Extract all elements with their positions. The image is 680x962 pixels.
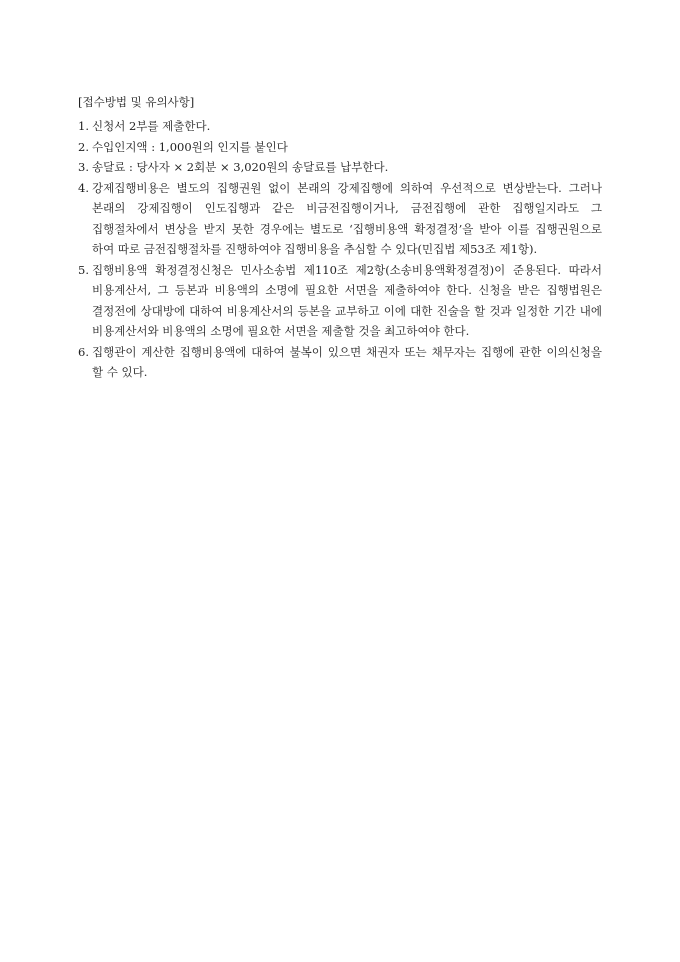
list-item: [78, 178, 602, 260]
list-item: [78, 157, 602, 178]
item-text: 집행비용액 확정결정신청은 민사소송법 제110조 제2항(소송비용액확정결정)이 준용된다. 따라서 비용계산서, 그 등본과 비용액의 소명에 필요한 서면을 제출하여야 한다. 신청을 받은 집행법원은 결정전에 상대방에 대하여 비용계산서의 등본을 교부하고 이에 대한 진술을 할 것과 일정한 기간 내에 비용계산서와 비용액의 소명에 필요한 서면을 제출할 것을 최고하여야 한다.: [92, 262, 602, 338]
list-item: [78, 260, 602, 342]
item-text: 집행관이 계산한 집행비용액에 대하여 불복이 있으면 채권자 또는 채무자는 집행에 관한 이의신청을 할 수 있다.: [92, 344, 602, 379]
item-number: 5.: [78, 262, 89, 277]
notice-section: [78, 94, 602, 383]
item-number: 2.: [78, 139, 89, 154]
item-number: 4.: [78, 180, 89, 195]
list-item: [78, 137, 602, 158]
item-text: 강제집행비용은 별도의 집행권원 없이 본래의 강제집행에 의하여 우선적으로 변상받는다. 그러나 본래의 강제집행이 인도집행과 같은 비금전집행이거나, 금전집행에 관한 집행일지라도 그 집행절차에서 변상을 받지 못한 경우에는 별도로 ‘집행비용액 확정결정’을 받아 이를 집행권원으로 하여 따로 금전집행절차를 진행하여야 집행비용을 추심할 수 있다(민집법 제53조 제1항).: [92, 180, 602, 256]
section-heading: [접수방법 및 유의사항]: [78, 95, 195, 109]
item-number: 1.: [78, 119, 89, 133]
list-item: [78, 116, 602, 137]
list-item: [78, 342, 602, 383]
item-number: 6.: [78, 344, 89, 359]
item-text: 수입인지액 : 1,000원의 인지를 붙인다: [92, 139, 288, 154]
item-number: 3.: [78, 160, 89, 174]
item-text: 신청서 2부를 제출한다.: [92, 119, 211, 133]
item-text: 송달료 : 당사자 × 2회분 × 3,020원의 송달료를 납부한다.: [92, 160, 389, 174]
